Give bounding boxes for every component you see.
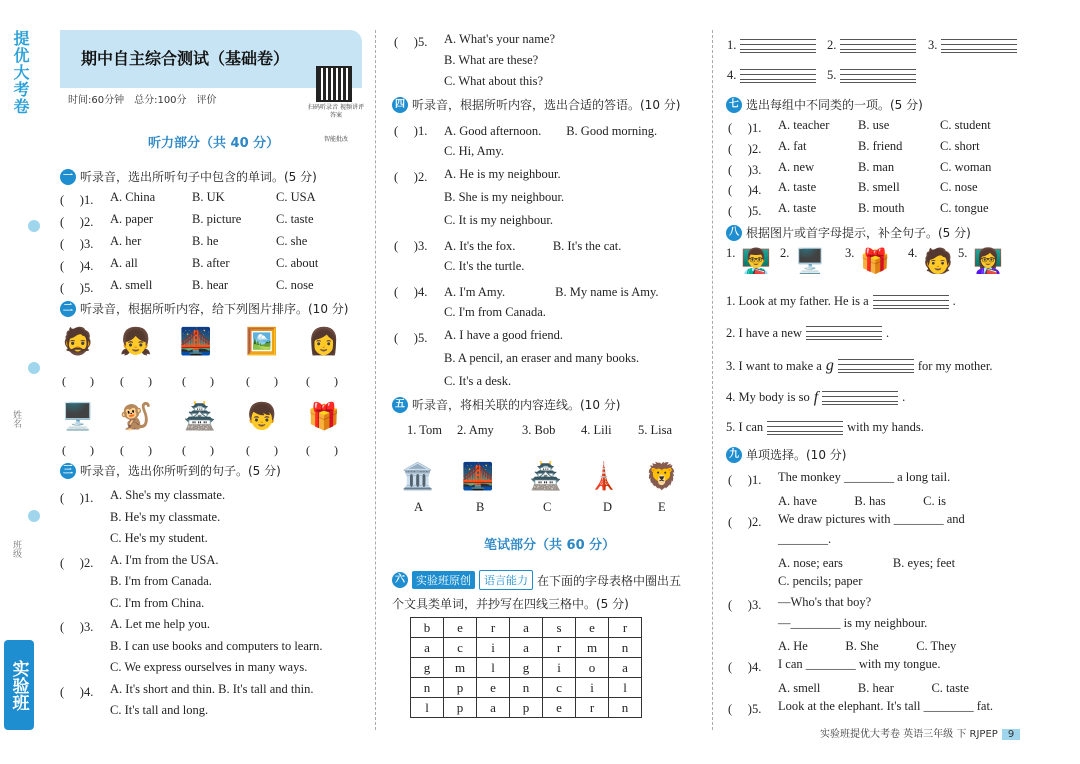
option-line: A. Let me help you.: [110, 617, 210, 631]
match-letter[interactable]: D: [603, 500, 613, 514]
option-b: B. he: [192, 234, 219, 248]
boy-icon: 👦: [245, 402, 279, 432]
option-line: B. He's my classmate.: [110, 509, 221, 524]
option-a: A. taste: [778, 201, 817, 216]
answer-blank[interactable]: [822, 391, 898, 405]
fill-sentence: [726, 389, 905, 407]
grid-cell[interactable]: i: [543, 658, 576, 678]
option-a: A. teacher: [778, 118, 830, 132]
brand-logo: 实验班: [4, 640, 34, 730]
option-line: A. Good afternoon. B. Good morning.: [444, 124, 658, 138]
four-line-grid[interactable]: [840, 69, 916, 83]
option-b: B. man: [858, 159, 895, 174]
q1-heading: 一 听录音，选出所听句子中包含的单词。(5 分): [60, 168, 317, 185]
grid-cell[interactable]: i: [576, 678, 609, 698]
page-number: 9: [1002, 729, 1020, 740]
grid-cell[interactable]: n: [510, 678, 543, 698]
blank-number: 4.: [727, 68, 737, 82]
answer-paren[interactable]: ( )3.: [728, 162, 762, 177]
fat-man-icon: 🧑: [923, 247, 953, 275]
sentence-start: 3. I want to make a: [726, 358, 822, 373]
option-line: The monkey ________ a long tail.: [778, 470, 951, 484]
q4-heading: 四 听录音，根据所听内容，选出合适的答语。(10 分): [392, 96, 680, 113]
answer-blank[interactable]: [767, 421, 843, 435]
option-a: A. fat: [778, 138, 807, 153]
answer-paren[interactable]: ( )3.: [60, 237, 94, 251]
writing-section-title: 笔试部分（共 60 分）: [484, 538, 616, 553]
answer-paren[interactable]: ( )4.: [60, 684, 94, 699]
merlion-icon: 🦁: [645, 462, 679, 492]
grid-cell[interactable]: s: [543, 618, 576, 638]
grid-cell[interactable]: p: [444, 698, 477, 718]
option-line: B. I can use books and computers to learn.: [110, 638, 323, 653]
option-a: A. smell: [110, 278, 153, 292]
option-line: A. I'm from the USA.: [110, 552, 219, 567]
option-line: A. It's the fox. B. It's the cat.: [444, 239, 622, 253]
fill-sentence: [726, 357, 992, 375]
sentence-end: .: [886, 325, 890, 340]
photo-icon: 🖼️: [245, 327, 279, 357]
match-name[interactable]: 4. Lili: [581, 423, 612, 437]
computer-icon: 🖥️: [61, 402, 95, 432]
answer-paren[interactable]: ( )2.: [728, 514, 762, 529]
q2-heading: 二 听录音，根据所听内容，给下列图片排序。(10 分): [60, 300, 348, 317]
four-line-grid[interactable]: [740, 69, 816, 83]
match-name[interactable]: 3. Bob: [522, 423, 556, 437]
grid-cell[interactable]: a: [510, 638, 543, 658]
option-c: C. student: [940, 118, 991, 132]
option-line: C. It's tall and long.: [110, 703, 209, 717]
option-a: A. new: [778, 159, 815, 174]
grid-cell[interactable]: r: [609, 618, 642, 638]
pic-number: 4.: [908, 246, 918, 260]
pic-number: 1.: [726, 246, 736, 260]
letter-hint: f: [813, 388, 819, 406]
option-line: C. It is my neighbour.: [444, 213, 554, 227]
sentence-start: 1. Look at my father. He is a: [726, 294, 869, 308]
blank-number: 2.: [827, 38, 837, 52]
order-blank[interactable]: ( ): [182, 443, 214, 457]
listening-section-title: 听力部分（共 40 分）: [148, 136, 280, 151]
answer-paren[interactable]: ( )5.: [728, 701, 762, 716]
option-line: C. It's a desk.: [444, 374, 512, 388]
answer-paren[interactable]: ( )3.: [60, 620, 94, 634]
option-line: C. He's my student.: [110, 531, 208, 545]
grid-cell[interactable]: n: [609, 638, 642, 658]
sentence-end: .: [952, 294, 956, 308]
option-line: A. I have a good friend.: [444, 328, 564, 342]
name-label: 姓名: [11, 410, 21, 428]
monkey-icon: 🐒: [119, 402, 153, 432]
option-c: C. nose: [276, 278, 314, 292]
grid-cell[interactable]: e: [543, 698, 576, 718]
option-line: A. have B. has C. is: [778, 493, 947, 508]
class-label: 班级: [11, 540, 21, 558]
option-line: C. pencils; paper: [778, 574, 863, 588]
writing-blank[interactable]: [928, 38, 1017, 53]
option-line: Look at the elephant. It's tall ________ fat.: [778, 698, 994, 713]
answer-paren[interactable]: ( )4.: [60, 259, 94, 273]
bridge-icon: 🌉: [179, 327, 213, 357]
option-line: A. He is my neighbour.: [444, 167, 561, 181]
option-line: C. Hi, Amy.: [444, 144, 504, 158]
writing-blank[interactable]: [727, 68, 816, 83]
option-a: A. taste: [778, 180, 817, 195]
option-c: C. nose: [940, 180, 978, 195]
option-c: C. tongue: [940, 201, 989, 216]
spine-dot: [28, 510, 40, 522]
writing-blank[interactable]: [827, 68, 916, 83]
blank-number: 1.: [727, 38, 737, 52]
grid-cell[interactable]: a: [609, 658, 642, 678]
sentence-start: 5. I can: [726, 420, 764, 434]
four-line-grid[interactable]: [840, 39, 916, 53]
option-line: C. We express ourselves in many ways.: [110, 660, 308, 674]
answer-blank[interactable]: [838, 359, 914, 373]
answer-paren[interactable]: ( )2.: [728, 141, 762, 156]
grid-cell[interactable]: c: [543, 678, 576, 698]
grid-cell[interactable]: i: [477, 638, 510, 658]
option-line: B. What are these?: [444, 53, 539, 67]
option-line: A. He B. She C. They: [778, 639, 957, 654]
spine-title: 提优大考卷: [11, 30, 30, 115]
option-a: A. her: [110, 234, 142, 248]
order-blank[interactable]: ( ): [120, 374, 152, 388]
match-letter[interactable]: E: [658, 500, 666, 514]
exam-meta: 时间:60分钟 总分:100分 评价: [68, 95, 217, 106]
q6-heading-2: 个文具类单词，并抄写在四线三格中。(5 分): [392, 597, 629, 611]
option-line: A. nose; ears B. eyes; feet: [778, 556, 956, 571]
order-blank[interactable]: ( ): [306, 374, 338, 388]
option-b: B. mouth: [858, 201, 905, 216]
q5-heading: 五 听录音，将相关联的内容连线。(10 分): [392, 396, 620, 413]
grid-cell[interactable]: m: [444, 658, 477, 678]
option-b: B. smell: [858, 180, 900, 195]
grid-cell[interactable]: g: [411, 658, 444, 678]
q3-heading: 三 听录音，选出你所听到的句子。(5 分): [60, 462, 281, 479]
answer-paren[interactable]: ( )2.: [60, 215, 94, 229]
option-line: I can ________ with my tongue.: [778, 657, 941, 672]
grid-cell[interactable]: r: [576, 698, 609, 718]
sentence-start: 2. I have a new: [726, 325, 803, 340]
tower-icon: 🗼: [587, 462, 621, 492]
answer-paren[interactable]: ( )1.: [60, 193, 94, 207]
grid-cell[interactable]: e: [576, 618, 609, 638]
column-divider: [712, 30, 713, 730]
fill-sentence: [726, 326, 889, 341]
bridge-icon: 🌉: [461, 462, 495, 492]
pic-number: 2.: [780, 246, 790, 260]
book-spine: [0, 0, 40, 764]
grid-cell[interactable]: e: [477, 678, 510, 698]
option-line: —Who's that boy?: [778, 594, 872, 609]
answer-paren[interactable]: ( )2.: [60, 555, 94, 570]
option-line: B. I'm from Canada.: [110, 574, 212, 588]
option-b: B. use: [858, 118, 890, 132]
answer-paren[interactable]: ( )5.: [60, 281, 94, 295]
order-blank[interactable]: ( ): [62, 443, 94, 457]
grid-cell[interactable]: p: [444, 678, 477, 698]
order-blank[interactable]: ( ): [246, 443, 278, 457]
page-footer: 实验班提优大考卷 英语三年级 下 RJPEP 9: [820, 725, 1020, 740]
match-name[interactable]: 1. Tom: [407, 423, 443, 437]
option-c: C. USA: [276, 190, 316, 204]
option-b: B. picture: [192, 212, 242, 226]
order-blank[interactable]: ( ): [62, 374, 94, 388]
grid-cell[interactable]: n: [609, 698, 642, 718]
option-line: C. I'm from China.: [110, 595, 205, 610]
option-line: A. smell B. hear C. taste: [778, 681, 969, 695]
option-line: ________.: [778, 532, 832, 547]
grid-cell[interactable]: b: [411, 618, 444, 638]
match-name[interactable]: 5. Lisa: [638, 423, 673, 437]
option-b: B. UK: [192, 190, 225, 204]
option-line: —________ is my neighbour.: [778, 615, 928, 630]
answer-paren[interactable]: ( )5.: [394, 331, 428, 345]
order-blank[interactable]: ( ): [246, 374, 278, 388]
option-b: B. friend: [858, 138, 903, 153]
option-c: C. woman: [940, 159, 992, 174]
grid-cell[interactable]: m: [576, 638, 609, 658]
sentence-end: for my mother.: [917, 358, 993, 373]
computer-icon: 🖥️: [795, 247, 825, 275]
q1-number: 一: [60, 169, 76, 185]
spine-dot: [28, 362, 40, 374]
option-c: C. taste: [276, 212, 314, 226]
teacher-icon: 👨‍🏫: [741, 247, 771, 275]
answer-paren[interactable]: ( )5.: [394, 35, 428, 49]
girl-icon: 👧: [119, 327, 153, 357]
gift-icon: 🎁: [307, 402, 341, 432]
grid-cell[interactable]: a: [477, 698, 510, 718]
order-blank[interactable]: ( ): [306, 443, 338, 457]
grid-cell[interactable]: l: [477, 658, 510, 678]
grid-cell[interactable]: c: [444, 638, 477, 658]
spine-dot: [28, 220, 40, 232]
match-name[interactable]: 2. Amy: [457, 423, 494, 437]
answer-paren[interactable]: ( )2.: [394, 170, 428, 184]
answer-paren[interactable]: ( )1.: [728, 473, 762, 487]
option-line: C. What about this?: [444, 74, 544, 88]
order-blank[interactable]: ( ): [182, 374, 214, 388]
option-line: A. I'm Amy. B. My name is Amy.: [444, 285, 659, 299]
option-b: B. hear: [192, 278, 229, 292]
blank-number: 3.: [928, 38, 938, 52]
qr-caption: 扫码听录音 视频讲评答案 智能批改: [308, 104, 364, 143]
grid-cell[interactable]: r: [477, 618, 510, 638]
grid-cell[interactable]: l: [411, 698, 444, 718]
option-line: A. What's your name?: [444, 32, 556, 46]
answer-paren[interactable]: ( )5.: [728, 204, 762, 219]
pic-number: 3.: [845, 246, 855, 260]
option-line: We draw pictures with ________ and: [778, 511, 965, 526]
grid-cell[interactable]: a: [510, 618, 543, 638]
q7-heading: 七 选出每组中不同类的一项。(5 分): [726, 96, 923, 113]
grid-cell[interactable]: l: [609, 678, 642, 698]
grid-cell[interactable]: n: [411, 678, 444, 698]
answer-paren[interactable]: ( )4.: [394, 285, 428, 299]
answer-paren[interactable]: ( )1.: [394, 124, 428, 138]
answer-paren[interactable]: ( )4.: [728, 183, 762, 198]
grid-cell[interactable]: g: [510, 658, 543, 678]
writing-blank[interactable]: [827, 38, 916, 53]
grid-cell[interactable]: e: [444, 618, 477, 638]
match-letter[interactable]: B: [476, 500, 485, 514]
answer-paren[interactable]: ( )3.: [394, 239, 428, 253]
column-divider: [375, 30, 376, 730]
man-icon: 🧔: [61, 327, 95, 357]
order-blank[interactable]: ( ): [120, 443, 152, 457]
sentence-start: 4. My body is so: [726, 390, 810, 404]
q9-heading: 九 单项选择。(10 分): [726, 446, 846, 463]
four-line-grid[interactable]: [740, 39, 816, 53]
gift-icon: 🎁: [860, 247, 890, 275]
fill-sentence: [726, 420, 924, 435]
option-line: C. I'm from Canada.: [444, 305, 546, 319]
answer-blank[interactable]: [873, 295, 949, 309]
option-line: A. It's short and thin. B. It's tall and thin.: [110, 681, 314, 696]
letter-grid[interactable]: [410, 617, 642, 718]
fill-sentence: [726, 294, 956, 309]
q8-heading: 八 根据图片或首字母提示，补全句子。(5 分): [726, 224, 971, 241]
sentence-end: with my hands.: [847, 420, 924, 434]
great-wall-icon: 🏯: [183, 402, 217, 432]
four-line-grid[interactable]: [941, 39, 1017, 53]
sentence-end: .: [902, 390, 906, 404]
option-a: A. all: [110, 256, 138, 270]
letter-hint: g: [825, 357, 834, 374]
blank-number: 5.: [827, 68, 837, 82]
option-line: B. A pencil, an eraser and many books.: [444, 351, 640, 365]
option-c: C. about: [276, 256, 319, 270]
drawing-icon: 👩‍🏫: [973, 247, 1003, 275]
answer-paren[interactable]: ( )4.: [728, 660, 762, 675]
grid-cell[interactable]: p: [510, 698, 543, 718]
woman-icon: 👩: [307, 327, 341, 357]
grid-cell[interactable]: a: [411, 638, 444, 658]
option-line: B. She is my neighbour.: [444, 190, 565, 204]
grid-cell[interactable]: r: [543, 638, 576, 658]
option-c: C. short: [940, 138, 980, 153]
answer-paren[interactable]: ( )1.: [60, 491, 94, 505]
option-a: A. paper: [110, 212, 154, 226]
option-b: B. after: [192, 256, 230, 270]
option-a: A. China: [110, 190, 156, 204]
qr-code[interactable]: [316, 66, 352, 102]
grid-cell[interactable]: o: [576, 658, 609, 678]
answer-paren[interactable]: ( )1.: [728, 121, 762, 135]
match-letter[interactable]: A: [414, 500, 424, 514]
pic-number: 5.: [958, 246, 968, 260]
option-c: C. she: [276, 234, 308, 248]
palace-icon: 🏛️: [401, 462, 435, 492]
match-letter[interactable]: C: [543, 500, 552, 514]
answer-paren[interactable]: ( )3.: [728, 597, 762, 612]
answer-blank[interactable]: [806, 326, 882, 340]
writing-blank[interactable]: [727, 38, 816, 53]
option-line: C. It's the turtle.: [444, 259, 525, 273]
great-wall-icon: 🏯: [529, 462, 563, 492]
page-title: 期中自主综合测试（基础卷）: [80, 49, 289, 68]
q6-heading: 六 实验班原创 语言能力 在下面的字母表格中圈出五: [392, 570, 681, 590]
option-line: A. She's my classmate.: [110, 488, 226, 502]
